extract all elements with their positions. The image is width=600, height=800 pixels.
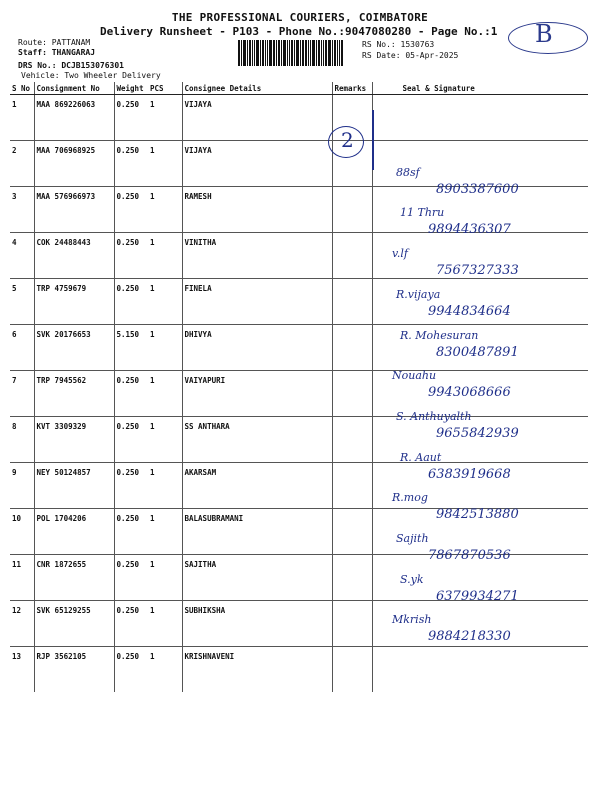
- signature-name: R. Aaut: [400, 450, 442, 464]
- row-remarks: [332, 371, 372, 417]
- table-row: [10, 647, 588, 693]
- row-pcs: 1: [148, 95, 182, 141]
- row-sno: 11: [10, 555, 34, 601]
- row-consignment: KVT 3309329: [34, 417, 114, 463]
- row-weight: 0.250: [116, 652, 140, 661]
- signature-phone: 9894436307: [428, 222, 511, 238]
- row-signature: [372, 141, 588, 187]
- row-weight: 0.250: [114, 417, 148, 463]
- row-weight: 0.250: [114, 95, 148, 141]
- col-signature: Seal & Signature: [372, 82, 588, 95]
- row-consignee: VIJAYA: [182, 95, 332, 141]
- row-signature: [372, 95, 588, 141]
- drs-number: DRS No.: DCJB153076301: [18, 61, 124, 70]
- row-pcs: 1: [148, 509, 182, 555]
- row-consignment: MAA 706968925: [34, 141, 114, 187]
- row-consignment: COK 24488443: [34, 233, 114, 279]
- staff-label: Staff: THANGARAJ: [18, 48, 96, 57]
- row-consignment: SVK 65129255: [34, 601, 114, 647]
- table-row: [10, 141, 588, 187]
- signature-name: Sajith: [396, 532, 429, 545]
- row-weight: 0.250: [114, 187, 148, 233]
- row-remarks: [332, 463, 372, 509]
- row-sno: 12: [10, 601, 34, 647]
- row-sno: 4: [10, 233, 34, 279]
- row-pcs: 1: [148, 601, 182, 647]
- row-consignee: SUBHIKSHA: [182, 601, 332, 647]
- table-row: [10, 95, 588, 141]
- signature-phone: 8903387600: [436, 181, 519, 197]
- row-consignment: MAA 869226063: [34, 95, 114, 141]
- row-pcs: 1: [148, 371, 182, 417]
- col-remarks: Remarks: [332, 82, 372, 95]
- row-consignee: BALASUBRAMANI: [182, 509, 332, 555]
- row-sno: 3: [10, 187, 34, 233]
- row-consignee: FINELA: [182, 279, 332, 325]
- row-consignment: TRP 7945562: [34, 371, 114, 417]
- row-remarks: [332, 555, 372, 601]
- row-weight: 0.250: [114, 509, 148, 555]
- row-pcs: 1: [148, 417, 182, 463]
- signature-name: 88sf: [396, 165, 420, 179]
- row-pcs: 1: [148, 647, 182, 693]
- row-remarks: [332, 417, 372, 463]
- signature-phone: 9943068666: [428, 385, 511, 401]
- row-weight: 0.250: [114, 463, 148, 509]
- signature-name: R.vijaya: [396, 287, 441, 301]
- row-consignee: VIJAYA: [182, 141, 332, 187]
- signature-name: v.lf: [392, 247, 408, 261]
- row-sno: 6: [10, 325, 34, 371]
- row-sno: 5: [10, 279, 34, 325]
- row-remarks: [332, 647, 372, 693]
- row-consignment: MAA 576966973: [34, 187, 114, 233]
- document-title: THE PROFESSIONAL COURIERS, COIMBATORE: [171, 11, 429, 24]
- row-consignment: POL 1704206: [34, 509, 114, 555]
- row-sno: 10: [10, 509, 34, 555]
- row-consignee: AKARSAM: [182, 463, 332, 509]
- row-consignment: NEY 50124857: [34, 463, 114, 509]
- row-sno: 9: [10, 463, 34, 509]
- row-consignee: VINITHA: [182, 233, 332, 279]
- row-consignment: CNR 1872655: [34, 555, 114, 601]
- row-pcs: 1: [148, 555, 182, 601]
- col-sno: S No: [10, 82, 34, 95]
- rs-number: RS No.: 1530763: [362, 40, 435, 49]
- signature-name: Nouahu: [392, 369, 437, 383]
- col-pcs: PCS: [148, 82, 182, 95]
- row-sno: 1: [10, 95, 34, 141]
- runsheet-subtitle: Delivery Runsheet - P103 - Phone No.:9047080280 - Page No.:1: [100, 25, 498, 38]
- col-weight: Weight: [114, 82, 148, 95]
- row-pcs: 1: [148, 233, 182, 279]
- row-weight: 0.250: [114, 601, 148, 647]
- badge-letter: B: [535, 20, 553, 48]
- barcode-image: [238, 40, 358, 66]
- rs-date: RS Date: 05-Apr-2025: [362, 51, 459, 60]
- signature-name: Mkrish: [392, 613, 432, 627]
- signature-name: 11 Thru: [400, 206, 445, 220]
- row-pcs: 1: [148, 187, 182, 233]
- signature-phone: 9655842939: [436, 425, 519, 441]
- row-consignment: TRP 4759679: [34, 279, 114, 325]
- signature-name: R.mog: [392, 491, 428, 505]
- row-pcs: 1: [148, 141, 182, 187]
- signature-phone: 6379934271: [436, 588, 519, 604]
- signature-phone: 9884218330: [428, 629, 511, 645]
- signature-name: R. Mohesuran: [400, 328, 479, 342]
- vehicle-label: Vehicle: Two Wheeler Delivery: [21, 71, 161, 80]
- signature-name: S. Anthuyalth: [396, 409, 472, 423]
- row-weight: 0.250: [114, 279, 148, 325]
- table-header-row: [10, 82, 588, 95]
- row-remarks: [332, 601, 372, 647]
- row-consignee: SS ANTHARA: [182, 417, 332, 463]
- col-consignee: Consignee Details: [182, 82, 332, 95]
- remarks-mark: 2: [341, 128, 354, 152]
- signature-name: S.yk: [400, 572, 424, 586]
- row-sno: 13: [10, 647, 34, 693]
- row-remarks: [332, 509, 372, 555]
- row-remarks: [332, 187, 372, 233]
- row-consignee: VAIYAPURI: [182, 371, 332, 417]
- row-consignee: KRISHNAVENI: [182, 647, 332, 693]
- remarks-stroke: [372, 110, 374, 170]
- row-signature: [372, 647, 588, 693]
- row-remarks: [332, 233, 372, 279]
- row-sno: 8: [10, 417, 34, 463]
- route-label: Route: PATTANAM: [18, 38, 91, 47]
- row-consignment: SVK 20176653: [34, 325, 114, 371]
- row-consignee: DHIVYA: [182, 325, 332, 371]
- signature-phone: 9944834664: [428, 303, 511, 319]
- signature-phone: 7567327333: [436, 263, 519, 279]
- row-pcs: 1: [148, 279, 182, 325]
- row-remarks: [332, 279, 372, 325]
- row-weight: 0.250: [114, 141, 148, 187]
- signature-phone: 9842513880: [436, 507, 519, 523]
- row-weight: 0.250: [114, 233, 148, 279]
- row-weight: 5.150: [114, 325, 148, 371]
- row-weight: 0.250: [114, 555, 148, 601]
- row-consignee: RAMESH: [182, 187, 332, 233]
- signature-phone: 6383919668: [428, 466, 511, 482]
- row-weight: 0.250: [114, 371, 148, 417]
- signature-phone: 8300487891: [436, 344, 519, 360]
- row-sno: 2: [10, 141, 34, 187]
- row-pcs: 1: [148, 325, 182, 371]
- signature-phone: 7867870536: [428, 548, 511, 563]
- row-consignment: RJP 3562105: [34, 647, 114, 693]
- row-sno: 7: [10, 371, 34, 417]
- row-remarks: [332, 325, 372, 371]
- row-consignee: SAJITHA: [182, 555, 332, 601]
- col-consignment: Consignment No: [34, 82, 114, 95]
- row-pcs: 1: [148, 463, 182, 509]
